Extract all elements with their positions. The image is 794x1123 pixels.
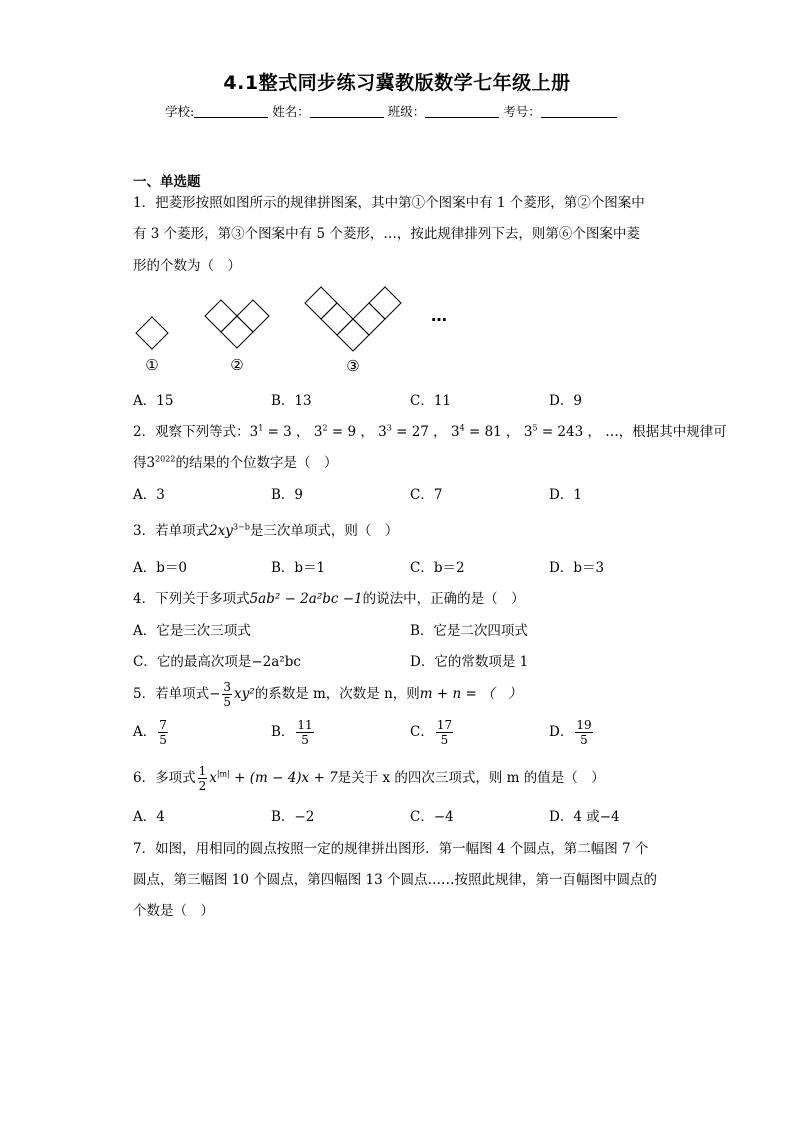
- q6-fraction: $\frac{1}{2}$: [198, 764, 207, 793]
- q2-line1: [133, 420, 727, 440]
- name-label: 姓名：: [272, 104, 310, 119]
- ellipsis: …: [431, 306, 447, 325]
- q2-line2: 得$3^{2022}$的结果的个位数字是（ ）: [133, 454, 338, 471]
- exam-no-blank[interactable]: [541, 104, 617, 118]
- q1-line2: 有 3 个菱形，第③个图案中有 5 个菱形，…，按此规律排列下去，则第⑥个图案中菱: [133, 226, 640, 242]
- rhombus: [353, 303, 385, 335]
- rhombus: [321, 303, 353, 335]
- figure-label-3: ③: [346, 357, 360, 375]
- q2-option-a[interactable]: A．3: [133, 487, 165, 503]
- q1-option-c[interactable]: C．11: [410, 393, 452, 409]
- q1-option-b[interactable]: B．13: [271, 393, 312, 409]
- q3-expression: 2xy: [209, 523, 233, 539]
- eq-2: $3^2 = 9$ ，: [313, 423, 374, 440]
- eq-5: $3^5 = 243$ ，: [523, 423, 601, 440]
- q2-suffix: …，根据其中规律可: [601, 424, 727, 440]
- q6-line: 6．多项式 $\frac{1}{2}$ $x^{|m|} + (m - 4)x + 7$是关于 x 的四次三项式，则 m 的值是（ ）: [133, 764, 605, 793]
- q4-expression: 5ab² − 2a²bc −1: [249, 591, 363, 607]
- q5-option-c[interactable]: C． $\frac{17}{5}$: [410, 718, 453, 747]
- class-blank[interactable]: [425, 104, 499, 118]
- school-label: 学校:: [165, 104, 195, 119]
- q4-option-a[interactable]: A．它是三次三项式: [133, 623, 251, 639]
- q2-option-b[interactable]: B．9: [271, 487, 304, 503]
- q5-fraction: $\frac{3}{5}$: [223, 680, 232, 709]
- q3-option-b[interactable]: B．b＝1: [271, 560, 326, 576]
- q4-option-d[interactable]: D．它的常数项是 1: [410, 654, 529, 670]
- q1-line1: 1．把菱形按照如图所示的规律拼图案，其中第①个图案中有 1 个菱形，第②个图案中: [133, 195, 645, 211]
- q3-option-d[interactable]: D．b＝3: [549, 560, 605, 576]
- rhombus: [237, 300, 269, 332]
- q5-option-b[interactable]: B． $\frac{11}{5}$: [271, 718, 313, 747]
- exam-no-label: 考号：: [503, 104, 541, 119]
- q3-line: 3．若单项式$2xy^{3-b}$是三次单项式，则（ ）: [133, 522, 399, 539]
- q4-line: 4．下列关于多项式5ab² − 2a²bc −1的说法中，正确的是（ ）: [133, 591, 525, 607]
- q7-line3: 个数是（ ）: [133, 903, 214, 919]
- q2-option-c[interactable]: C．7: [410, 487, 443, 503]
- school-blank[interactable]: [194, 104, 268, 118]
- figure-label-1: ①: [145, 356, 159, 374]
- eq-1: $3^1 = 3$ ，: [249, 423, 310, 440]
- rhombus: [305, 287, 337, 319]
- q7-line1: 7．如图，用相同的圆点按照一定的规律拼出图形．第一幅图 4 个圆点，第二幅图 7 个: [133, 841, 649, 857]
- q3-option-c[interactable]: C．b＝2: [410, 560, 465, 576]
- page-title: 4.1整式同步练习冀教版数学七年级上册: [223, 72, 571, 94]
- q2-prefix: 2．观察下列等式：: [133, 424, 250, 440]
- q6-option-d[interactable]: D．4 或−4: [549, 809, 620, 825]
- rhombus: [221, 316, 253, 348]
- q3-option-a[interactable]: A．b＝0: [133, 560, 187, 576]
- student-info-line: [165, 102, 617, 120]
- q6-option-b[interactable]: B．−2: [271, 809, 315, 825]
- q6-option-a[interactable]: A．4: [133, 809, 165, 825]
- q5-option-d[interactable]: D． $\frac{19}{5}$: [549, 718, 592, 747]
- rhombus: [369, 287, 401, 319]
- q1-line3: 形的个数为（ ）: [133, 258, 241, 274]
- q2-option-d[interactable]: D．1: [549, 487, 582, 503]
- eq-3: $3^3 = 27$ ，: [378, 423, 447, 440]
- q4-option-b[interactable]: B．它是二次四项式: [410, 623, 528, 639]
- q5-option-a[interactable]: A． $\frac{7}{5}$: [133, 718, 167, 747]
- q6-option-c[interactable]: C．−4: [410, 809, 454, 825]
- eq-4: $3^4 = 81$ ，: [450, 423, 520, 440]
- q5-line: 5．若单项式− $\frac{3}{5}$ xy²的系数是 m，次数是 n，则m + n = （ ）: [133, 680, 522, 709]
- figure-label-2: ②: [230, 356, 244, 374]
- q1-rhombus-figure: [130, 283, 470, 379]
- name-blank[interactable]: [310, 104, 384, 118]
- rhombus: [205, 300, 237, 332]
- rhombus: [337, 319, 369, 351]
- section-heading: 一、单选题: [133, 174, 201, 190]
- q7-line2: 圆点，第三幅图 10 个圆点，第四幅图 13 个圆点……按照此规律，第一百幅图中圆点的: [133, 872, 658, 888]
- class-label: 班级：: [387, 104, 426, 119]
- q1-option-d[interactable]: D．9: [549, 393, 582, 409]
- q4-option-c[interactable]: C．它的最高次项是−2a²bc: [133, 654, 301, 670]
- rhombus: [136, 317, 168, 349]
- q1-option-a[interactable]: A．15: [133, 393, 174, 409]
